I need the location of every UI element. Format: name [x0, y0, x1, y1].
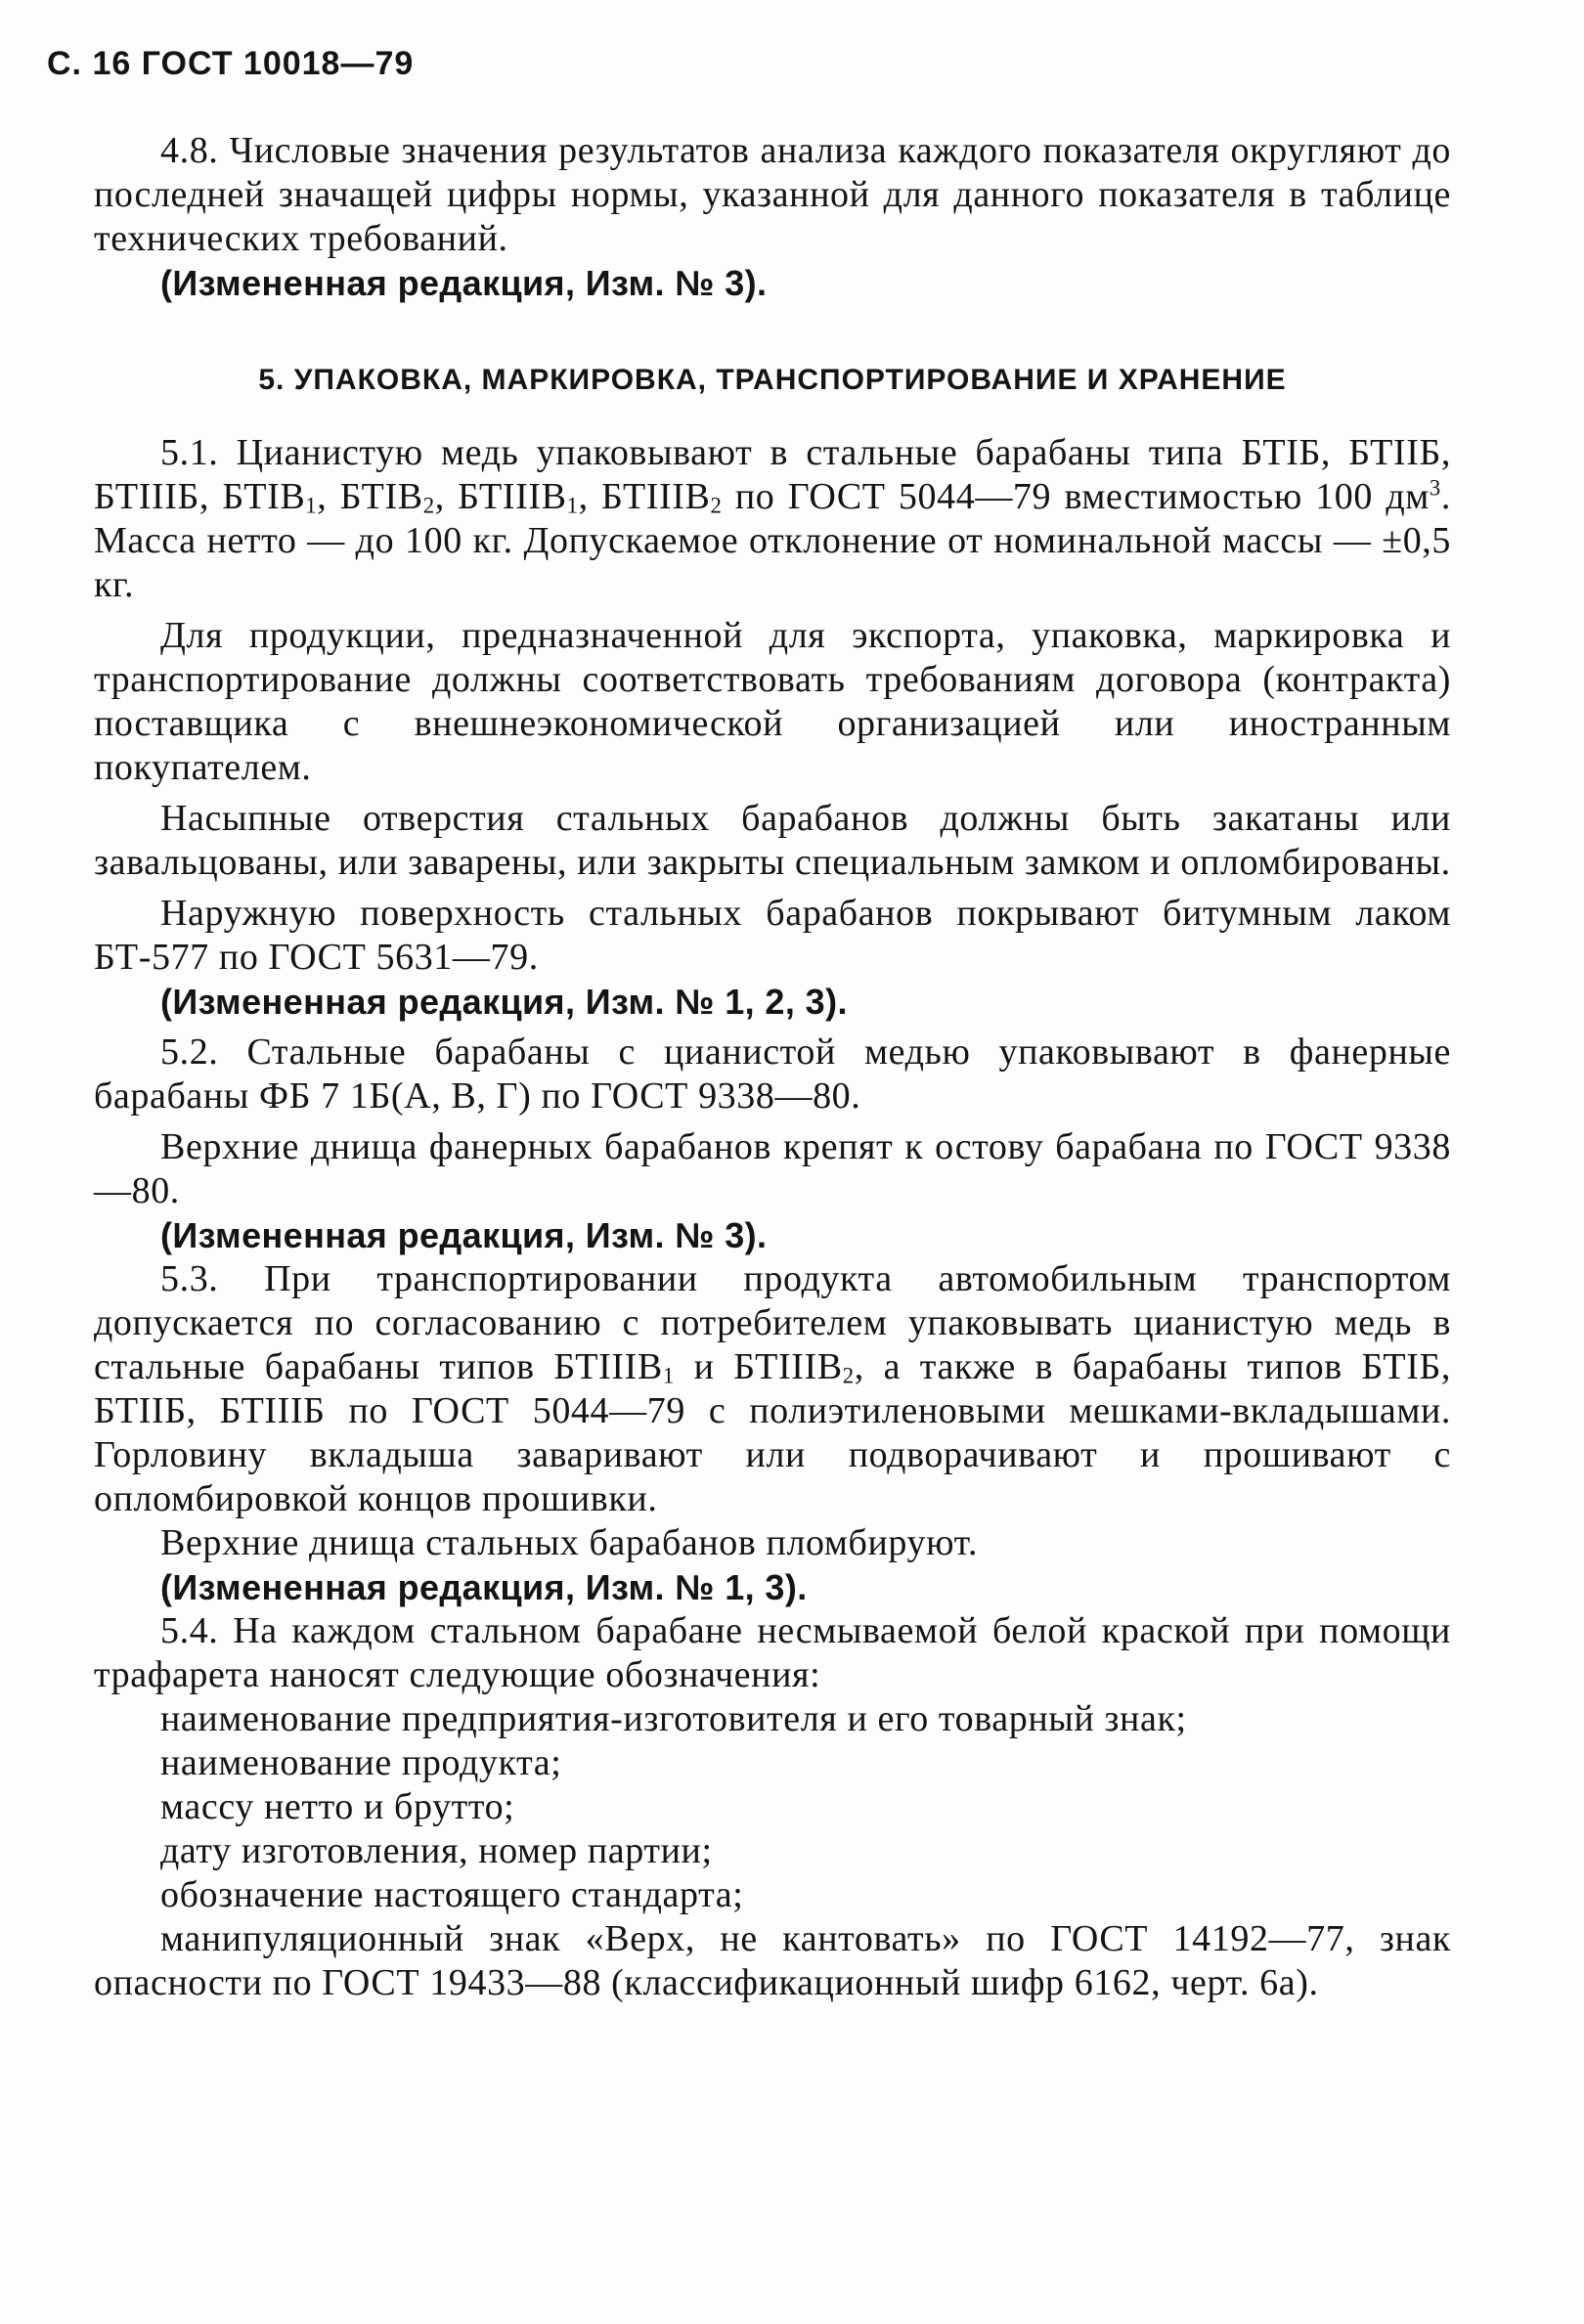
- marking-item: обозначение настоящего стандарта;: [160, 1874, 744, 1915]
- amendment-note-5-3: (Измененная редакция, Изм. № 1, 3).: [160, 1567, 808, 1607]
- p-5-1-text-3: , БТIIIВ: [434, 476, 567, 517]
- marking-item: дату изготовления, номер партии;: [160, 1830, 713, 1871]
- marking-item: манипуляционный знак «Верх, не кантовать» по ГОСТ 14192—77, знак опасности по ГОСТ 19433—88 (классификационный шифр 6162, черт. 6а).: [94, 1918, 1451, 2003]
- amendment-note-4-8: (Измененная редакция, Изм. № 3).: [160, 263, 768, 303]
- paragraph-5-3-seal: Верхние днища стальных барабанов пломбируют.: [160, 1522, 979, 1563]
- p-5-3-text-3: , а также в барабаны типов БТIБ, БТIIБ, БТIIIБ по ГОСТ 5044—79 с полиэтиленовыми мешками-вкладышами. Горловину вкладыша заваривают или подворачивают и прошивают с опломбировкой концов прошивки.: [94, 1346, 1452, 1519]
- p-5-3-text-1: 5.3. При транспортировании продукта автомобильным транспортом допускается по согласованию с потребителем упаковывать цианистую медь в стальные барабаны типов БТIIIВ: [94, 1258, 1451, 1387]
- p-5-1-text-2: , БТIВ: [317, 476, 423, 517]
- paragraph-5-3: [94, 1257, 1451, 1521]
- amendment-note-5-2: (Измененная редакция, Изм. № 3).: [160, 1215, 768, 1255]
- paragraph-5-2-bottom: Верхние днища фанерных барабанов крепят к остову барабана по ГОСТ 9338—80.: [94, 1126, 1451, 1211]
- paragraph-5-1: [94, 431, 1451, 607]
- p-5-3-text-2: и БТIIIВ: [674, 1346, 843, 1387]
- p-5-1-sub-1: 1: [305, 493, 318, 518]
- p-5-1-sub-2: 2: [422, 493, 435, 518]
- p-5-1-sup-cube: 3: [1429, 475, 1441, 501]
- p-5-1-text-4: , БТIIIВ: [578, 476, 711, 517]
- p-5-1-text-6: . Масса нетто — до 100 кг. Допускаемое отклонение от номинальной массы — ±0,5 кг.: [94, 476, 1452, 605]
- paragraph-5-4: 5.4. На каждом стальном барабане несмываемой белой краской при помощи трафарета наносят следующие обозначения:: [94, 1610, 1451, 1695]
- marking-item: массу нетто и брутто;: [160, 1786, 515, 1827]
- paragraph-5-1-surface: Наружную поверхность стальных барабанов покрывают битумным лаком БТ-577 по ГОСТ 5631—79.: [94, 893, 1451, 978]
- amendment-note-5-1: (Измененная редакция, Изм. № 1, 2, 3).: [160, 982, 848, 1022]
- marking-item: наименование предприятия-изготовителя и его товарный знак;: [160, 1698, 1187, 1739]
- p-5-1-sub-4: 2: [710, 493, 723, 518]
- paragraph-4-8: 4.8. Числовые значения результатов анализа каждого показателя округляют до последней значащей цифры нормы, указанной для данного показателя в таблице технических требований.: [94, 130, 1451, 259]
- p-5-1-text-5: по ГОСТ 5044—79 вместимостью 100 дм: [722, 476, 1430, 517]
- running-head: С. 16 ГОСТ 10018—79: [47, 45, 415, 82]
- paragraph-5-1-holes: Насыпные отверстия стальных барабанов должны быть закатаны или завальцованы, или заварены, или закрыты специальным замком и опломбированы.: [94, 798, 1451, 883]
- p-5-1-text-1: 5.1. Цианистую медь упаковывают в стальные барабаны типа БТIБ, БТIIБ, БТIIIБ, БТIВ: [94, 432, 1451, 517]
- paragraph-5-2: 5.2. Стальные барабаны с цианистой медью упаковывают в фанерные барабаны ФБ 7 1Б(А, В, Г) по ГОСТ 9338—80.: [94, 1031, 1451, 1117]
- p-5-3-sub-1: 1: [662, 1363, 675, 1388]
- paragraph-5-1-export: Для продукции, предназначенной для экспорта, упаковка, маркировка и транспортирование должны соответствовать требованиям договора (контракта) поставщика с внешнеэкономической организацией или иностранным покупателем.: [94, 615, 1451, 788]
- page-content: [94, 129, 1451, 2005]
- section-5-heading: 5. УПАКОВКА, МАРКИРОВКА, ТРАНСПОРТИРОВАНИЕ И ХРАНЕНИЕ: [258, 364, 1287, 396]
- p-5-1-sub-3: 1: [566, 493, 579, 518]
- p-5-3-sub-2: 2: [842, 1363, 855, 1388]
- marking-item: наименование продукта;: [160, 1742, 562, 1783]
